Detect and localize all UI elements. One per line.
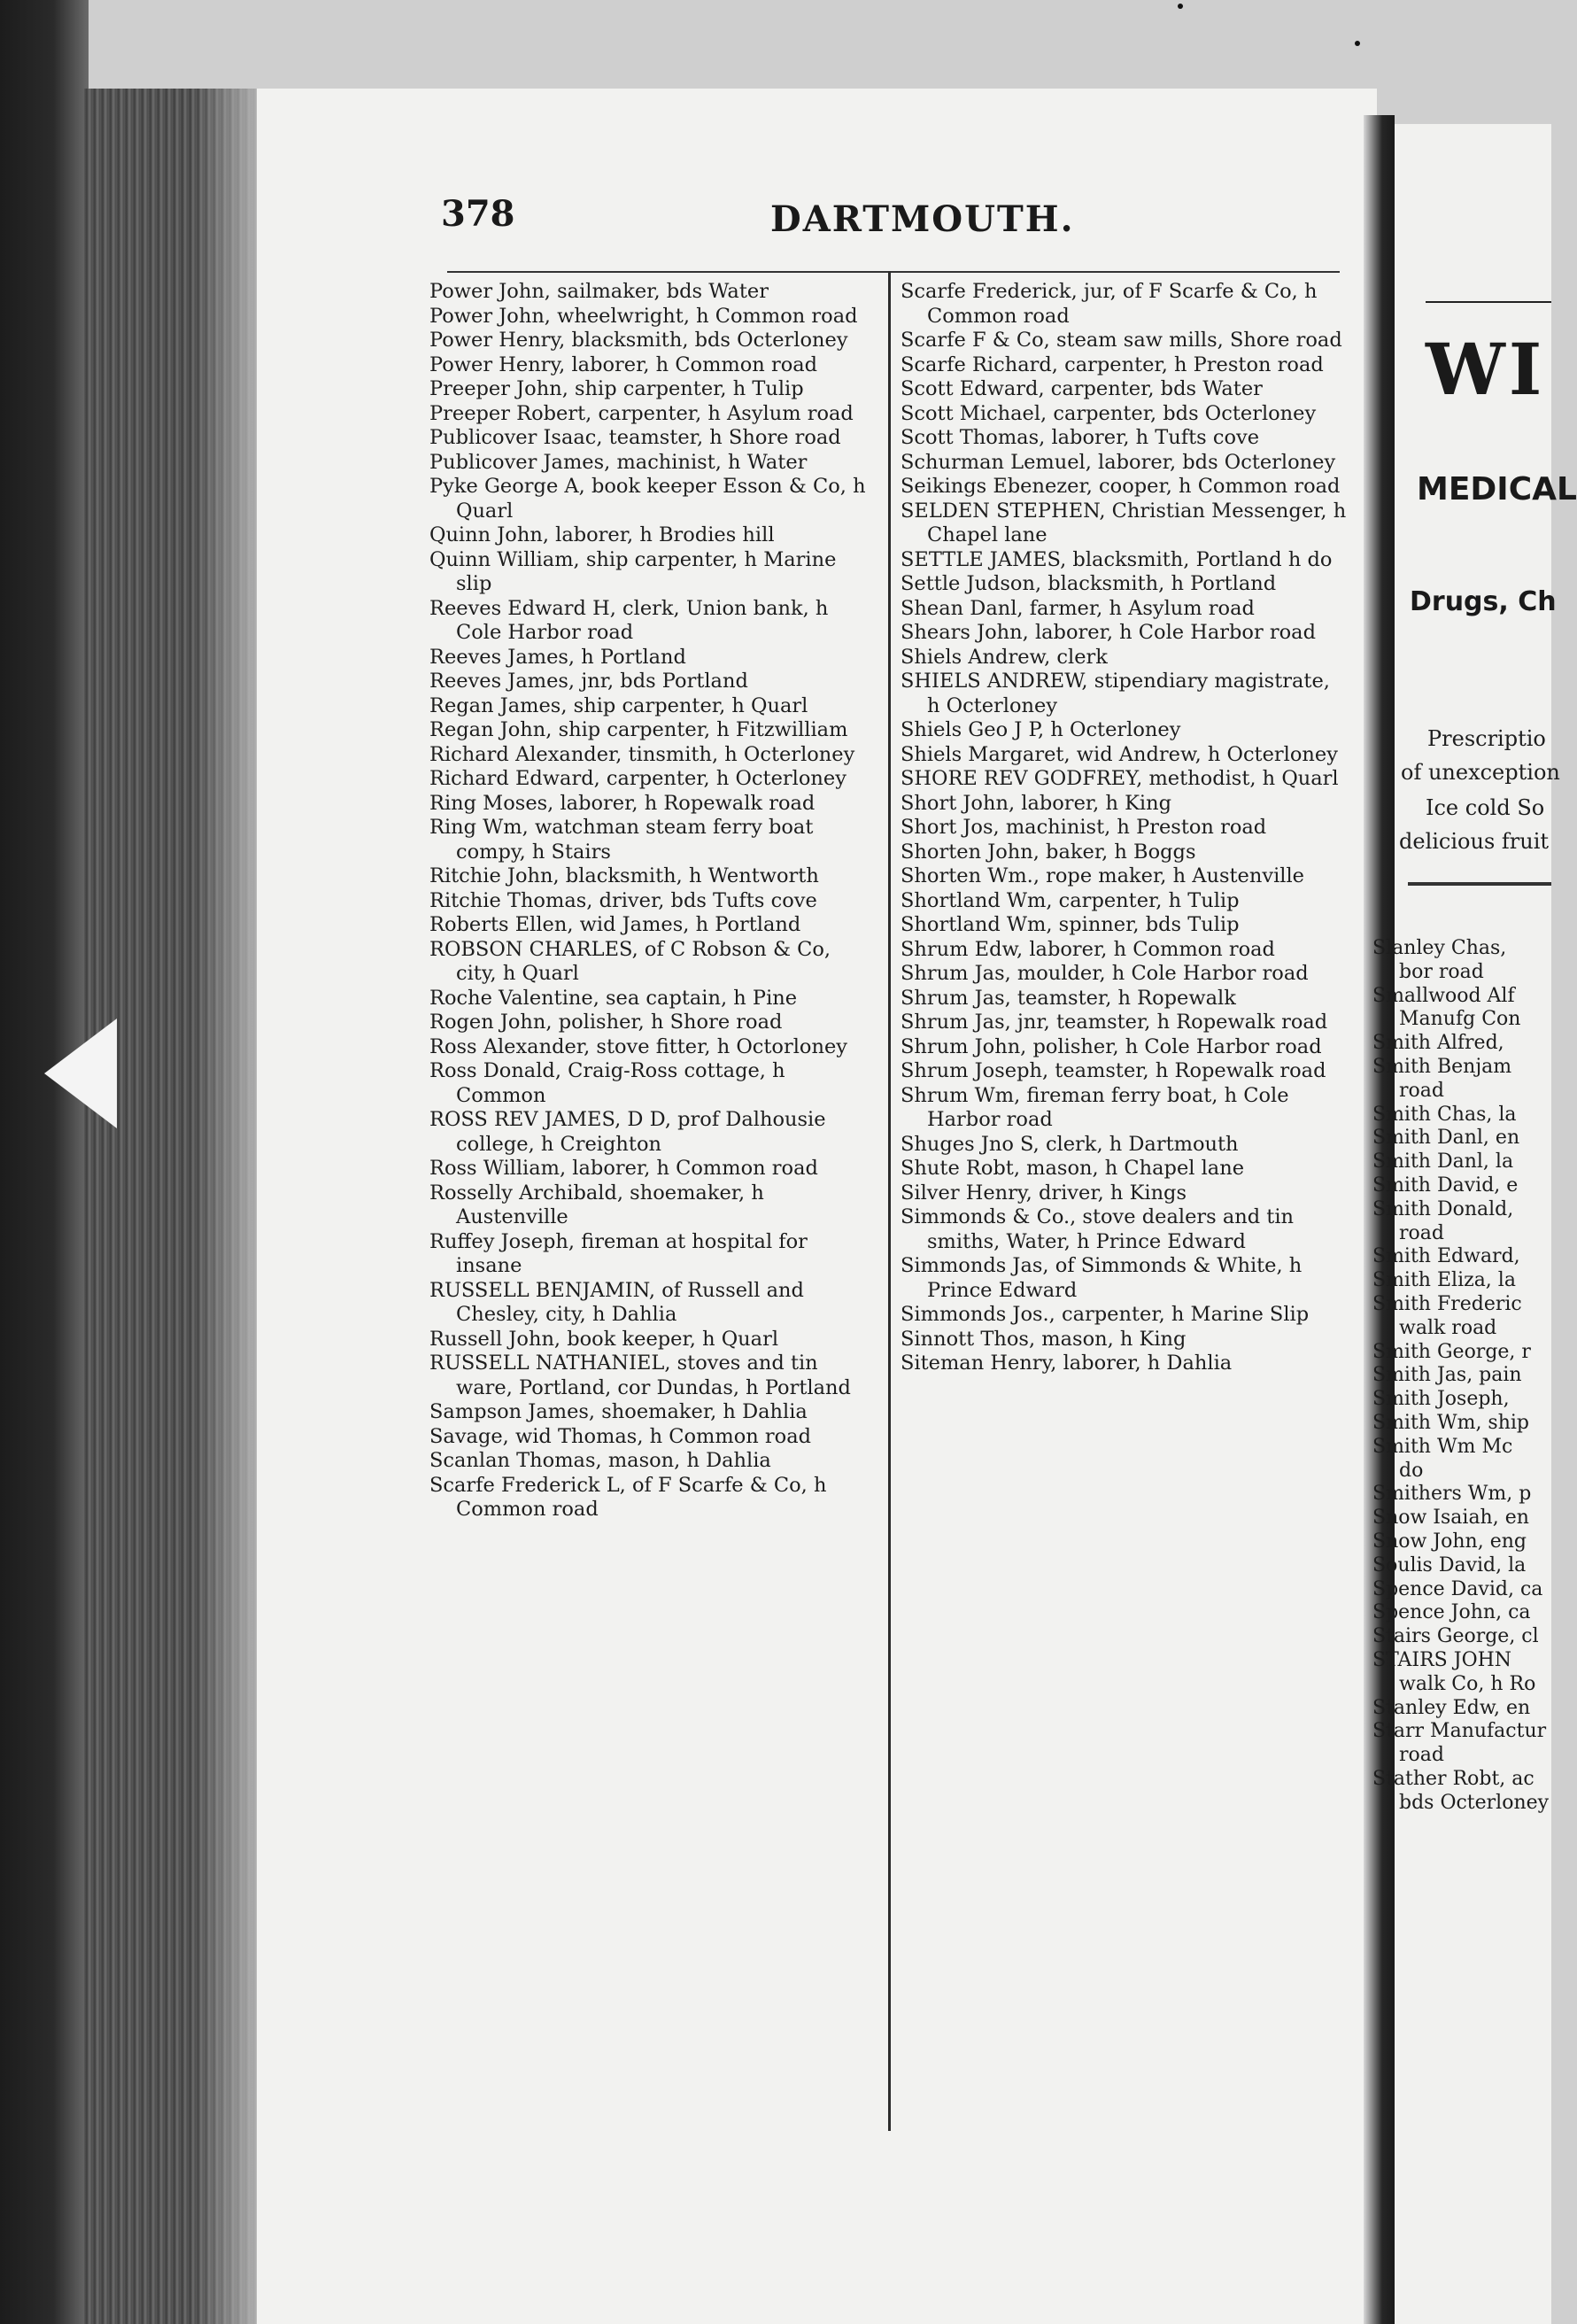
directory-entry: Shorten John, baker, h Boggs (901, 840, 1196, 864)
directory-entry: Preeper Robert, carpenter, h Asylum road (429, 401, 854, 425)
directory-entry: Preeper John, ship carpenter, h Tulip (429, 377, 804, 400)
directory-entry: Slanley Chas, (1372, 937, 1507, 959)
directory-entry: Seikings Ebenezer, cooper, h Common road (901, 475, 1341, 498)
directory-entry: Scarfe Frederick L, of F Scarfe & Co, h Common road (429, 1473, 827, 1521)
directory-entry: Shortland Wm, carpenter, h Tulip (901, 888, 1240, 912)
directory-entry: SHORE REV GODFREY, methodist, h Quarl (901, 767, 1339, 790)
directory-entry: Sinnott Thos, mason, h King (901, 1327, 1187, 1351)
directory-entry: Scott Edward, carpenter, bds Water (901, 377, 1263, 400)
directory-entry: Spence David, ca (1372, 1577, 1543, 1600)
directory-entry: Power John, sailmaker, bds Water (429, 280, 769, 303)
directory-entry: Shuges Jno S, clerk, h Dartmouth (901, 1132, 1239, 1156)
directory-entry: Roberts Ellen, wid James, h Portland (429, 913, 801, 936)
directory-entry: Ross Alexander, stove fitter, h Octorloney (429, 1034, 847, 1058)
directory-entry: Simmonds Jas, of Simmonds & White, h Prince Edward (901, 1254, 1303, 1302)
directory-entry: Short Jos, machinist, h Preston road (901, 816, 1267, 839)
directory-entry: road (1399, 1221, 1444, 1244)
directory-entry: Reeves James, h Portland (429, 645, 686, 669)
directory-entry: Smith Danl, la (1372, 1150, 1514, 1174)
right-directory-column (901, 280, 1348, 1376)
directory-entry: Shortland Wm, spinner, bds Tulip (901, 913, 1240, 936)
directory-entry: Simmonds Jos., carpenter, h Marine Slip (901, 1303, 1310, 1326)
facing-directory-column (1372, 937, 1551, 1815)
facing-top-rule (1426, 301, 1551, 303)
directory-entry: Smith Joseph, (1372, 1388, 1510, 1411)
directory-entry: Shute Robt, mason, h Chapel lane (901, 1157, 1245, 1180)
directory-entry: Smith Donald, (1372, 1197, 1514, 1220)
directory-entry: Stather Robt, ac (1372, 1767, 1534, 1790)
directory-entry: Power Henry, blacksmith, bds Octerloney (429, 329, 848, 352)
directory-entry: Smith Wm Mc (1372, 1435, 1513, 1458)
directory-entry: Scott Thomas, laborer, h Tufts cove (901, 426, 1260, 449)
directory-entry: Shiels Andrew, clerk (901, 645, 1108, 669)
facing-ad-rule (1408, 882, 1551, 886)
directory-entry: Simmonds & Co., stove dealers and tin smiths, Water, h Prince Edward (901, 1205, 1295, 1253)
directory-entry: Stairs George, cl (1372, 1625, 1539, 1648)
directory-entry: SHIELS ANDREW, stipendiary magistrate, h Octerloney (901, 670, 1330, 717)
directory-entry: bds Octerloney (1399, 1791, 1550, 1814)
column-divider (888, 271, 891, 2131)
directory-entry: Snow Isaiah, en (1372, 1507, 1529, 1530)
directory-entry: Smith Wm, ship (1372, 1411, 1530, 1434)
directory-entry: Smith Jas, pain (1372, 1364, 1522, 1387)
directory-entry: Spence John, ca (1372, 1601, 1531, 1624)
directory-entry: Savage, wid Thomas, h Common road (429, 1424, 812, 1448)
directory-entry: Ring Wm, watchman steam ferry boat compy, h Stairs (429, 816, 814, 864)
directory-entry: Shrum Joseph, teamster, h Ropewalk road (901, 1059, 1326, 1082)
directory-entry: Shears John, laborer, h Cole Harbor road (901, 621, 1316, 644)
directory-entry: Scarfe Richard, carpenter, h Preston road (901, 352, 1324, 376)
scan-speck (1355, 41, 1360, 46)
directory-entry: Smith Alfred, (1372, 1032, 1504, 1055)
facing-text-line: delicious fruit (1399, 829, 1550, 854)
directory-entry: Smith George, r (1372, 1340, 1531, 1363)
directory-entry: Richard Alexander, tinsmith, h Octerloney (429, 742, 855, 766)
directory-entry: Power John, wheelwright, h Common road (429, 304, 858, 328)
directory-entry: Scott Michael, carpenter, bds Octerloney (901, 401, 1317, 425)
directory-entry: walk road (1399, 1316, 1497, 1339)
directory-entry: Rosselly Archibald, shoemaker, h Austenville (429, 1181, 764, 1228)
directory-entry: Smith Eliza, la (1372, 1269, 1516, 1292)
directory-entry: Ross Donald, Craig-Ross cottage, h Common (429, 1059, 785, 1107)
facing-text-line: Ice cold So (1426, 795, 1545, 820)
directory-entry: Shrum John, polisher, h Cole Harbor road (901, 1034, 1322, 1058)
directory-entry: SELDEN STEPHEN, Christian Messenger, h Chapel lane (901, 499, 1347, 546)
directory-entry: RUSSELL BENJAMIN, of Russell and Chesley, city, h Dahlia (429, 1278, 804, 1326)
directory-entry: Smith Frederic (1372, 1292, 1522, 1315)
directory-entry: ROSS REV JAMES, D D, prof Dalhousie college, h Creighton (429, 1108, 826, 1156)
directory-entry: Shiels Geo J P, h Octerloney (901, 718, 1181, 741)
directory-entry: Stanley Edw, en (1372, 1696, 1531, 1719)
directory-entry: Schurman Lemuel, laborer, bds Octerloney (901, 450, 1336, 474)
directory-entry: Rogen John, polisher, h Shore road (429, 1011, 783, 1034)
directory-entry: Settle Judson, blacksmith, h Portland (901, 572, 1277, 595)
directory-entry: Russell John, book keeper, h Quarl (429, 1327, 779, 1351)
directory-entry: Silver Henry, driver, h Kings (901, 1181, 1187, 1205)
directory-entry: Shorten Wm., rope maker, h Austenville (901, 864, 1304, 887)
directory-entry: Smith Benjam (1372, 1055, 1512, 1078)
directory-entry: Short John, laborer, h King (901, 791, 1172, 815)
directory-entry: Shiels Margaret, wid Andrew, h Octerloney (901, 742, 1338, 766)
directory-entry: Smithers Wm, p (1372, 1483, 1532, 1506)
directory-entry: Ritchie Thomas, driver, bds Tufts cove (429, 888, 817, 912)
directory-entry: Smallwood Alf (1372, 984, 1515, 1007)
running-head: DARTMOUTH. (770, 198, 1075, 240)
directory-entry: Scanlan Thomas, mason, h Dahlia (429, 1449, 771, 1472)
directory-entry: Ruffey Joseph, fireman at hospital for insane (429, 1229, 808, 1277)
directory-entry: Starr Manufactur (1372, 1720, 1547, 1743)
directory-entry: Sampson James, shoemaker, h Dahlia (429, 1400, 808, 1423)
directory-entry: Pyke George A, book keeper Esson & Co, h Quarl (429, 475, 866, 523)
directory-entry: Siteman Henry, laborer, h Dahlia (901, 1352, 1233, 1375)
directory-entry: road (1399, 1744, 1444, 1767)
directory-entry: Regan John, ship carpenter, h Fitzwilliam (429, 718, 848, 741)
directory-entry: Quinn John, laborer, h Brodies hill (429, 523, 775, 546)
directory-entry: Shrum Jas, moulder, h Cole Harbor road (901, 962, 1309, 985)
directory-entry: Ritchie John, blacksmith, h Wentworth (429, 864, 819, 887)
facing-text-line: Prescriptio (1427, 726, 1546, 751)
directory-entry: Soulis David, la (1372, 1553, 1527, 1576)
directory-entry: Shrum Jas, teamster, h Ropewalk (901, 986, 1236, 1010)
directory-entry: Manufg Con (1399, 1008, 1521, 1031)
directory-entry: Ross William, laborer, h Common road (429, 1157, 818, 1180)
directory-entry: Scarfe F & Co, steam saw mills, Shore road (901, 329, 1342, 352)
scan-background (0, 0, 89, 2324)
directory-entry: bor road (1399, 960, 1484, 983)
directory-entry: do (1399, 1459, 1424, 1482)
directory-entry: Smith Chas, la (1372, 1103, 1517, 1126)
scan-speck (1178, 4, 1183, 9)
directory-entry: SETTLE JAMES, blacksmith, Portland h do (901, 547, 1333, 571)
directory-entry: Publicover James, machinist, h Water (429, 450, 808, 474)
directory-entry: Snow John, eng (1372, 1530, 1527, 1553)
facing-drugs-line: Drugs, Ch (1410, 586, 1557, 617)
directory-entry: Regan James, ship carpenter, h Quarl (429, 693, 808, 717)
directory-entry: Quinn William, ship carpenter, h Marine slip (429, 547, 837, 595)
directory-entry: Shean Danl, farmer, h Asylum road (901, 596, 1255, 620)
page-edge-fade (195, 89, 266, 2324)
directory-entry: STAIRS JOHN (1372, 1648, 1512, 1671)
directory-entry: RUSSELL NATHANIEL, stoves and tin ware, Portland, cor Dundas, h Portland (429, 1352, 851, 1399)
directory-entry: Shrum Edw, laborer, h Common road (901, 937, 1275, 961)
facing-text-line: of unexception (1401, 760, 1560, 785)
facing-heading: WI (1426, 328, 1546, 411)
directory-entry: Roche Valentine, sea captain, h Pine (429, 986, 798, 1010)
directory-entry: Power Henry, laborer, h Common road (429, 352, 818, 376)
directory-entry: ROBSON CHARLES, of C Robson & Co, city, h Quarl (429, 937, 831, 985)
directory-entry: Reeves Edward H, clerk, Union bank, h Cole Harbor road (429, 596, 829, 644)
directory-entry: road (1399, 1079, 1444, 1102)
header-rule (447, 271, 1340, 273)
directory-entry: Scarfe Frederick, jur, of F Scarfe & Co, h Common road (901, 280, 1318, 328)
directory-entry: Shrum Jas, jnr, teamster, h Ropewalk road (901, 1011, 1328, 1034)
directory-entry: Ring Moses, laborer, h Ropewalk road (429, 791, 816, 815)
facing-subheading: MEDICAL (1417, 471, 1577, 507)
directory-entry: Shrum Wm, fireman ferry boat, h Cole Harbor road (901, 1083, 1289, 1131)
directory-entry: Smith David, e (1372, 1174, 1519, 1197)
page-turn-arrow-icon (44, 1019, 117, 1128)
directory-entry: Reeves James, jnr, bds Portland (429, 670, 748, 693)
directory-entry: Smith Edward, (1372, 1245, 1520, 1268)
page-number: 378 (441, 193, 515, 235)
directory-entry: Richard Edward, carpenter, h Octerloney (429, 767, 846, 790)
directory-entry: Publicover Isaac, teamster, h Shore road (429, 426, 841, 449)
directory-entry: walk Co, h Ro (1399, 1672, 1536, 1695)
directory-entry: Smith Danl, en (1372, 1127, 1520, 1150)
left-directory-column (429, 280, 872, 1522)
